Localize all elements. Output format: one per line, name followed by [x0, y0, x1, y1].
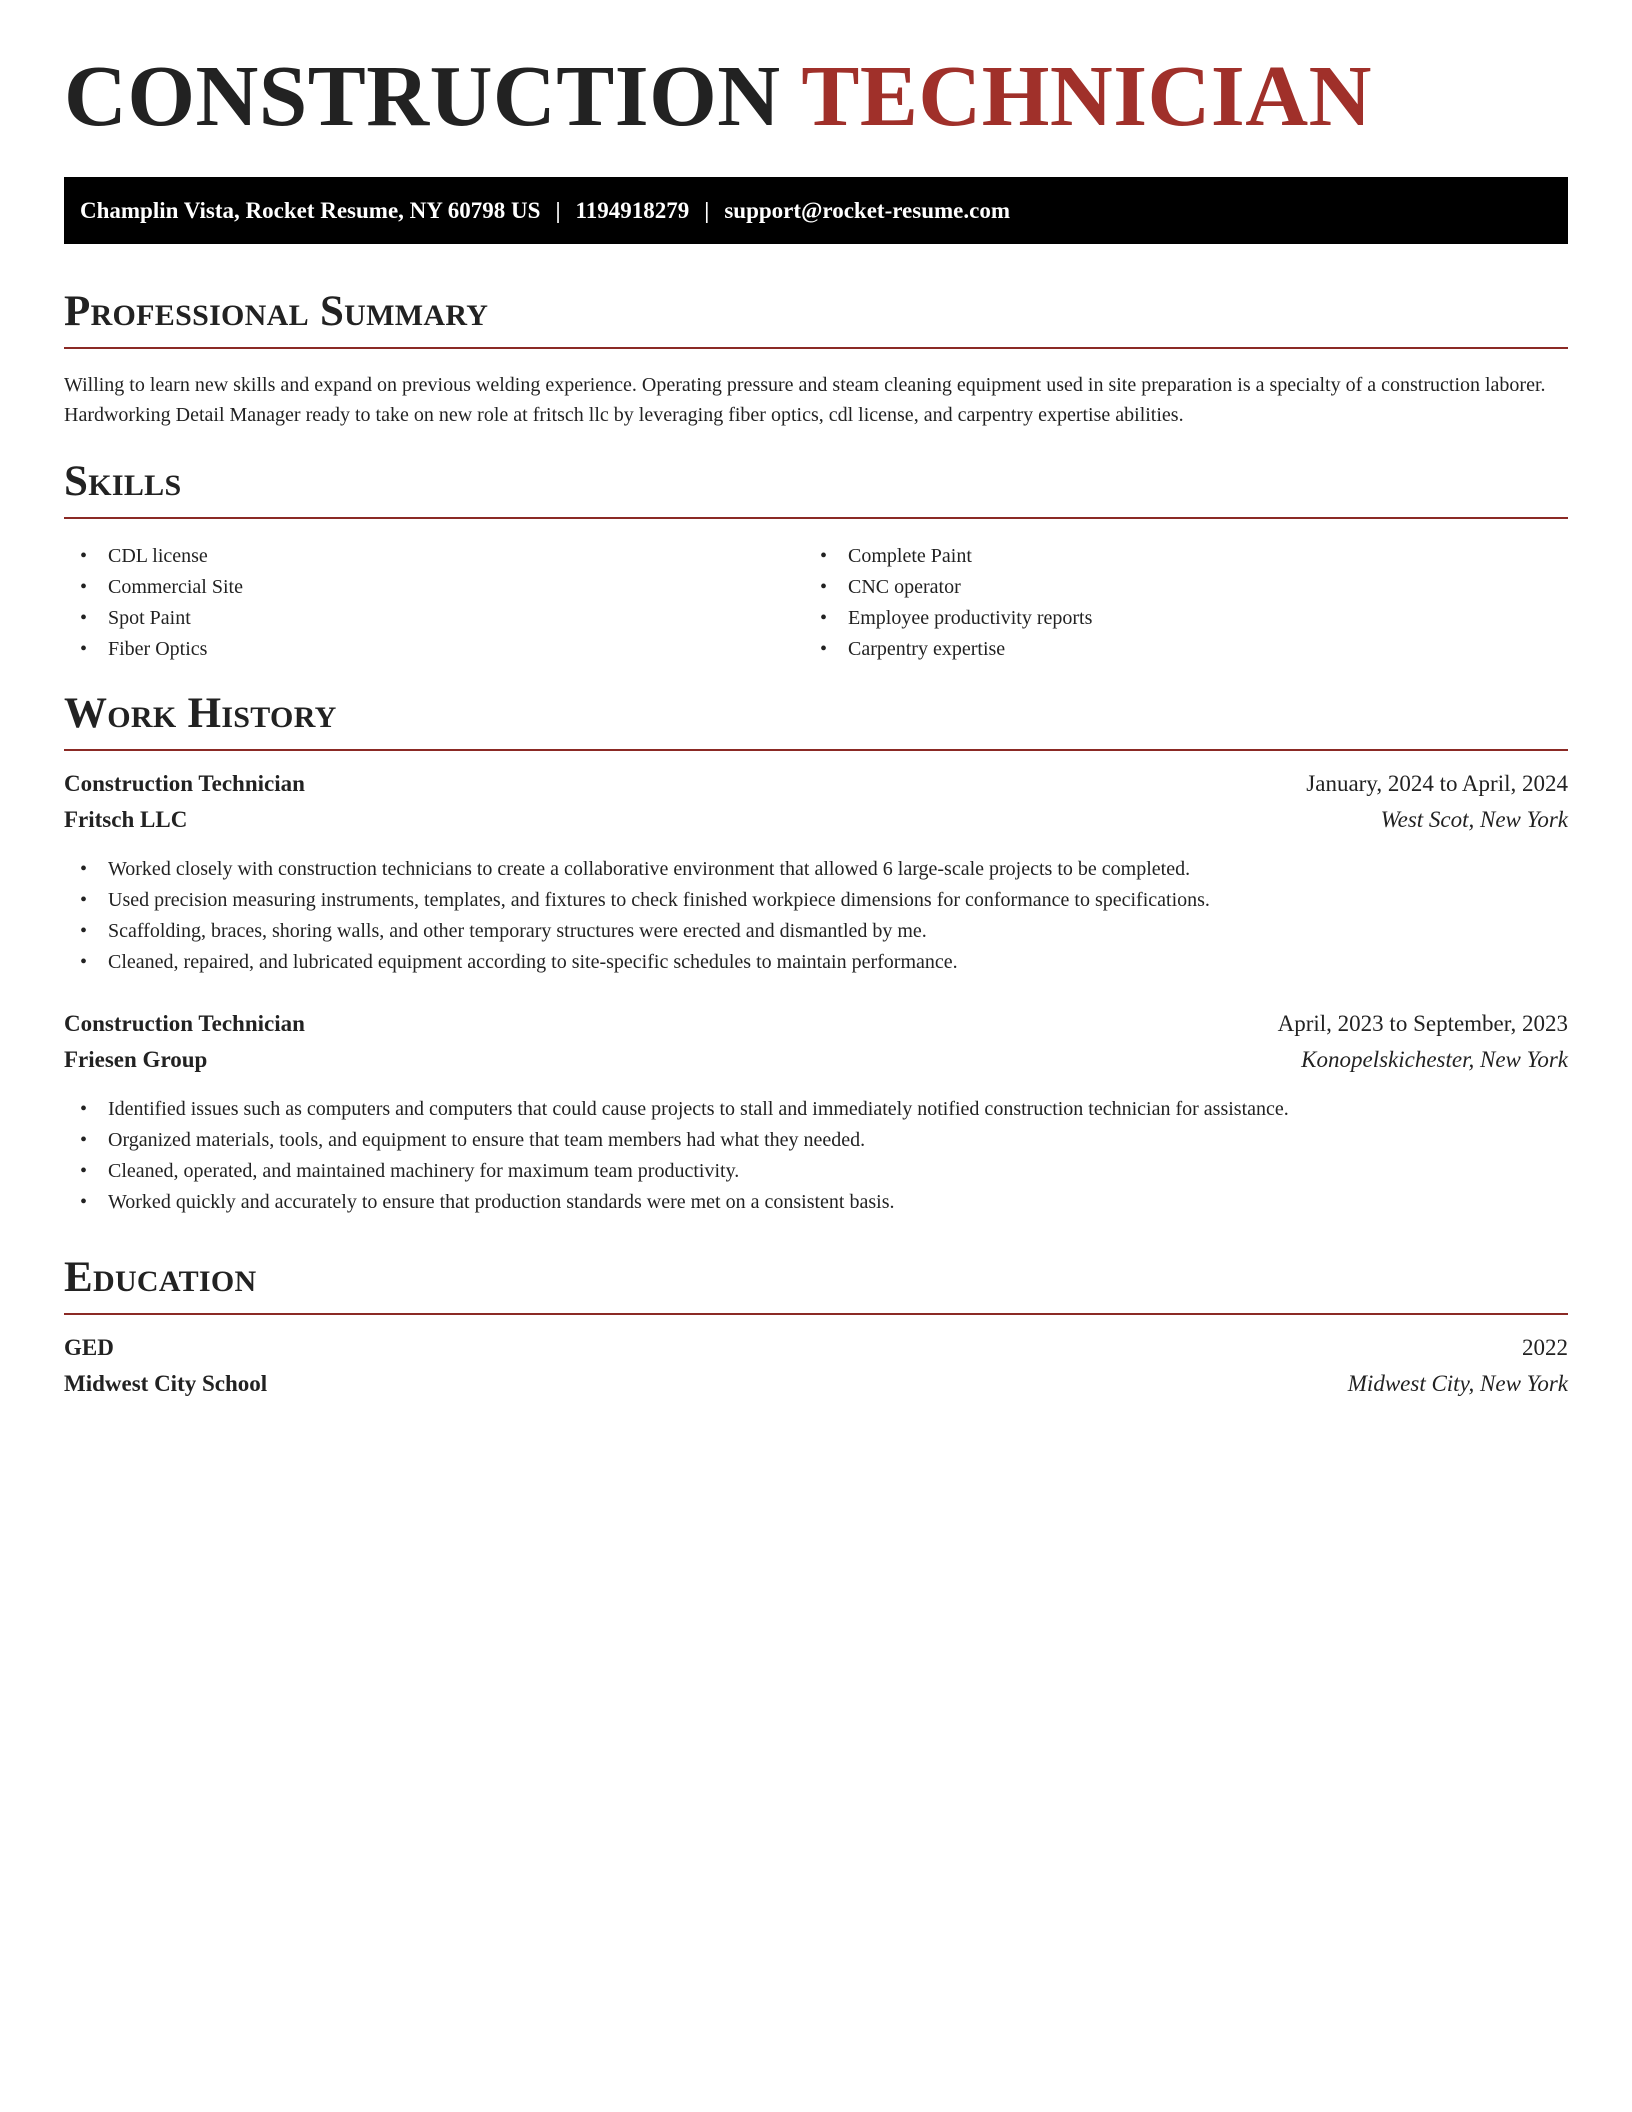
contact-separator: |: [704, 197, 710, 223]
contact-address: Champlin Vista, Rocket Resume, NY 60798 US: [80, 197, 541, 223]
job-company: Friesen Group: [64, 1047, 208, 1072]
job-subheader: [64, 807, 1568, 833]
skill-item: • Fiber Optics: [64, 634, 804, 665]
section-divider: [64, 347, 1568, 349]
section-heading-summary: Professional Summary: [64, 288, 489, 335]
summary-text: Willing to learn new skills and expand on previous welding experience. Operating pressure and steam cleaning equipment used in site preparation is a specialty of a construction laborer. Hardworking Detail Manager ready to take on new role at fritsch llc by leveraging fiber optics, cdl license, and carpentry expertise abilities.: [64, 374, 1546, 426]
job-subheader: [64, 1047, 1568, 1073]
contact-phone: 1194918279: [575, 197, 690, 223]
section-divider: [64, 1313, 1568, 1315]
job-bullet: • Scaffolding, braces, shoring walls, and other temporary structures were erected and dismantled by me.: [64, 916, 1568, 947]
skills-list: [64, 541, 1568, 665]
skill-item: • Carpentry expertise: [804, 634, 1544, 665]
title-part-dark: CONSTRUCTION: [64, 47, 781, 144]
section-heading-skills: Skills: [64, 458, 182, 505]
job-bullet: • Worked closely with construction technicians to create a collaborative environment that allowed 6 large-scale projects to be completed.: [64, 854, 1568, 885]
skills-column-right: [804, 541, 1544, 665]
skill-item: • Employee productivity reports: [804, 603, 1544, 634]
job-header: [64, 771, 1568, 797]
job-bullet: • Identified issues such as computers and computers that could cause projects to stall and immediately notified construction technician for assistance.: [64, 1094, 1568, 1125]
job-bullet: • Cleaned, repaired, and lubricated equipment according to site-specific schedules to maintain performance.: [64, 947, 1568, 978]
skills-column-left: [64, 541, 804, 665]
education-subheader: [64, 1371, 1568, 1397]
job-company: Fritsch LLC: [64, 807, 188, 832]
job-location: Konopelskichester, New York: [1301, 1047, 1568, 1072]
job-bullets: [64, 854, 1568, 978]
education-degree: GED: [64, 1335, 114, 1360]
skill-item: • Commercial Site: [64, 572, 804, 603]
education-location: Midwest City, New York: [1347, 1371, 1568, 1396]
contact-bar: [64, 177, 1568, 244]
skill-item: • CDL license: [64, 541, 804, 572]
education-header: [64, 1335, 1568, 1361]
section-heading-education: Education: [64, 1254, 257, 1301]
job-title: Construction Technician: [64, 1011, 305, 1036]
job-dates: January, 2024 to April, 2024: [1306, 771, 1568, 796]
job-bullet: • Organized materials, tools, and equipment to ensure that team members had what they needed.: [64, 1125, 1568, 1156]
job-title: Construction Technician: [64, 771, 305, 796]
job-bullet: • Cleaned, operated, and maintained machinery for maximum team productivity.: [64, 1156, 1568, 1187]
skill-item: • CNC operator: [804, 572, 1544, 603]
job-bullet: • Worked quickly and accurately to ensure that production standards were met on a consistent basis.: [64, 1187, 1568, 1218]
section-divider: [64, 517, 1568, 519]
contact-email: support@rocket-resume.com: [724, 197, 1010, 223]
skill-item: • Complete Paint: [804, 541, 1544, 572]
job-bullets: [64, 1094, 1568, 1218]
education-year: 2022: [1522, 1335, 1568, 1360]
section-divider: [64, 749, 1568, 751]
section-heading-work-history: Work History: [64, 690, 337, 737]
job-header: [64, 1011, 1568, 1037]
job-location: West Scot, New York: [1380, 807, 1568, 832]
job-bullet: • Used precision measuring instruments, templates, and fixtures to check finished workpiece dimensions for conformance to specifications.: [64, 885, 1568, 916]
skill-item: • Spot Paint: [64, 603, 804, 634]
job-dates: April, 2023 to September, 2023: [1277, 1011, 1568, 1036]
contact-separator: |: [555, 197, 561, 223]
title-part-accent: TECHNICIAN: [801, 47, 1372, 144]
resume-title: [64, 47, 1372, 144]
education-school: Midwest City School: [64, 1371, 268, 1396]
